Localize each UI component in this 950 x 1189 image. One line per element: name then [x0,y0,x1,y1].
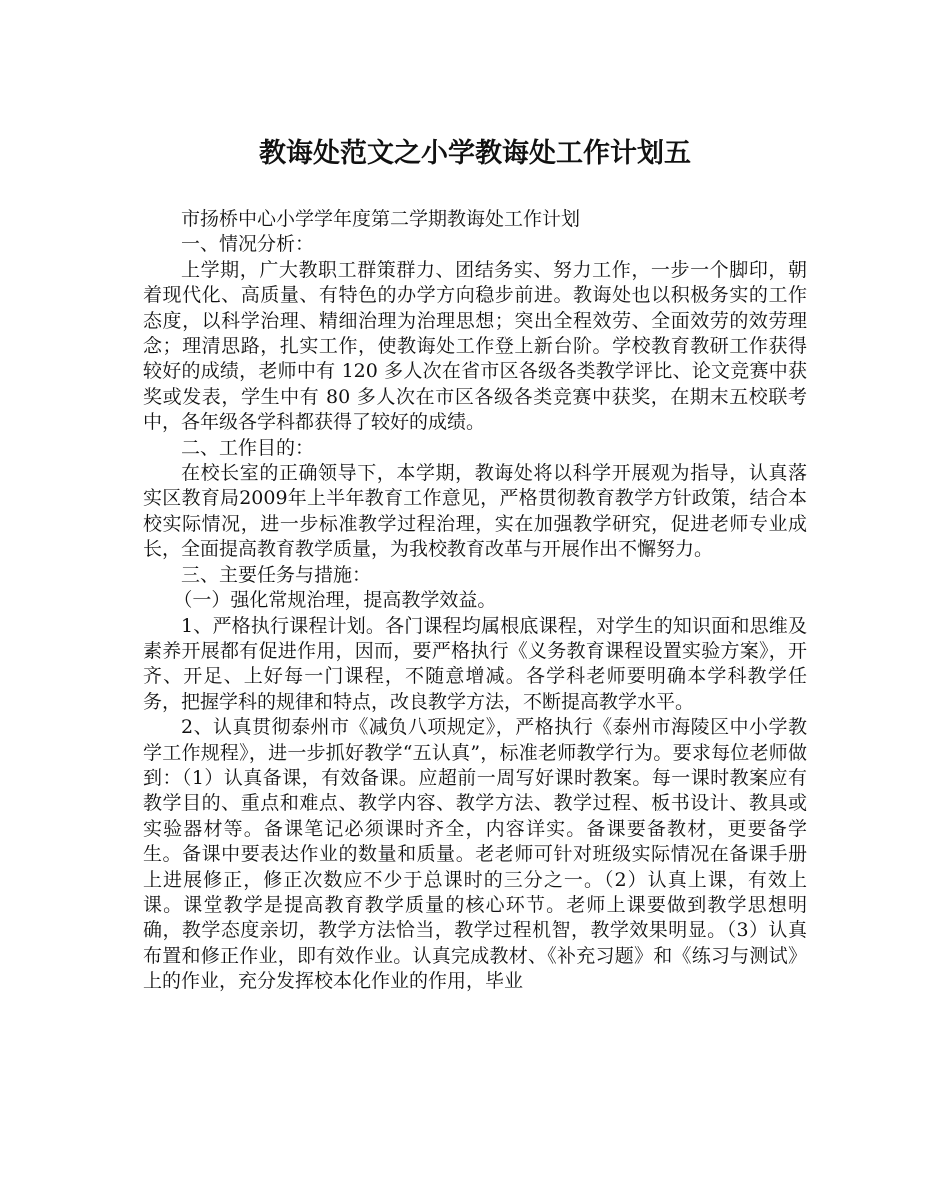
document-body [143,207,807,995]
section-heading-situation: 一、情况分析： [181,233,315,256]
subsection-heading-routine: （一）强化常规治理，提高教学效益。 [173,589,497,612]
section-heading-tasks: 三、主要任务与措施： [181,563,372,586]
document-title: 教诲处范文之小学教诲处工作计划五 [259,138,691,169]
paragraph-curriculum: 1、严格执行课程计划。各门课程均属根底课程，对学生的知识面和思维及素养开展都有促进作用，因而，要严格执行《义务教育课程设置实验方案》，开齐、开足、上好每一门课程，不随意增减。各学科老师要明确本学科教学任务，把握学科的规律和特点，改良教学方法，不断提高教学水平。 [143,614,807,713]
paragraph-situation: 上学期，广大教职工群策群力、团结务实、努力工作，一步一个脚印，朝着现代化、高质量、有特色的办学方向稳步前进。教诲处也以积极务实的工作态度，以科学治理、精细治理为治理思想；突出全程效劳、全面效劳的效劳理念；理清思路，扎实工作，使教诲处工作登上新台阶。学校教育教研工作获得较好的成绩，老师中有 120 多人次在省市区各级各类教学评比、论文竞赛中获奖或发表，学生中有 80 多人次在市区各级各类竞赛中获奖，在期末五校联考中，各年级各学科都获得了较好的成绩。 [143,258,807,434]
section-heading-goal: 二、工作目的： [181,436,315,459]
paragraph-goal: 在校长室的正确领导下，本学期，教诲处将以科学开展观为指导，认真落实区教育局2009年上半年教育工作意见，严格贯彻教育教学方针政策，结合本校实际情况，进一步标准教学过程治理，实在加强教学研究，促进老师专业成长，全面提高教育教学质量，为我校教育改革与开展作出不懈努力。 [143,462,807,561]
subtitle-paragraph: 市扬桥中心小学学年度第二学期教诲处工作计划 [181,208,581,230]
paragraph-regulations: 2、认真贯彻泰州市《减负八项规定》，严格执行《泰州市海陵区中小学教学工作规程》，进一步抓好教学“五认真”，标准老师教学行为。要求每位老师做到：（1）认真备课，有效备课。应超前一周写好课时教案。每一课时教案应有教学目的、重点和难点、教学内容、教学方法、教学过程、板书设计、教具或实验器材等。备课笔记必须课时齐全，内容详实。备课要备教材，更要备学生。备课中要表达作业的数量和质量。老老师可针对班级实际情况在备课手册上进展修正，修正次数应不少于总课时的三分之一。（2）认真上课，有效上课。课堂教学是提高教育教学质量的核心环节。老师上课要做到教学思想明确，教学态度亲切，教学方法恰当，教学过程机智，教学效果明显。（3）认真布置和修正作业，即有效作业。认真完成教材、《补充习题》和《练习与测试》上的作业，充分发挥校本化作业的作用，毕业 [143,716,807,993]
